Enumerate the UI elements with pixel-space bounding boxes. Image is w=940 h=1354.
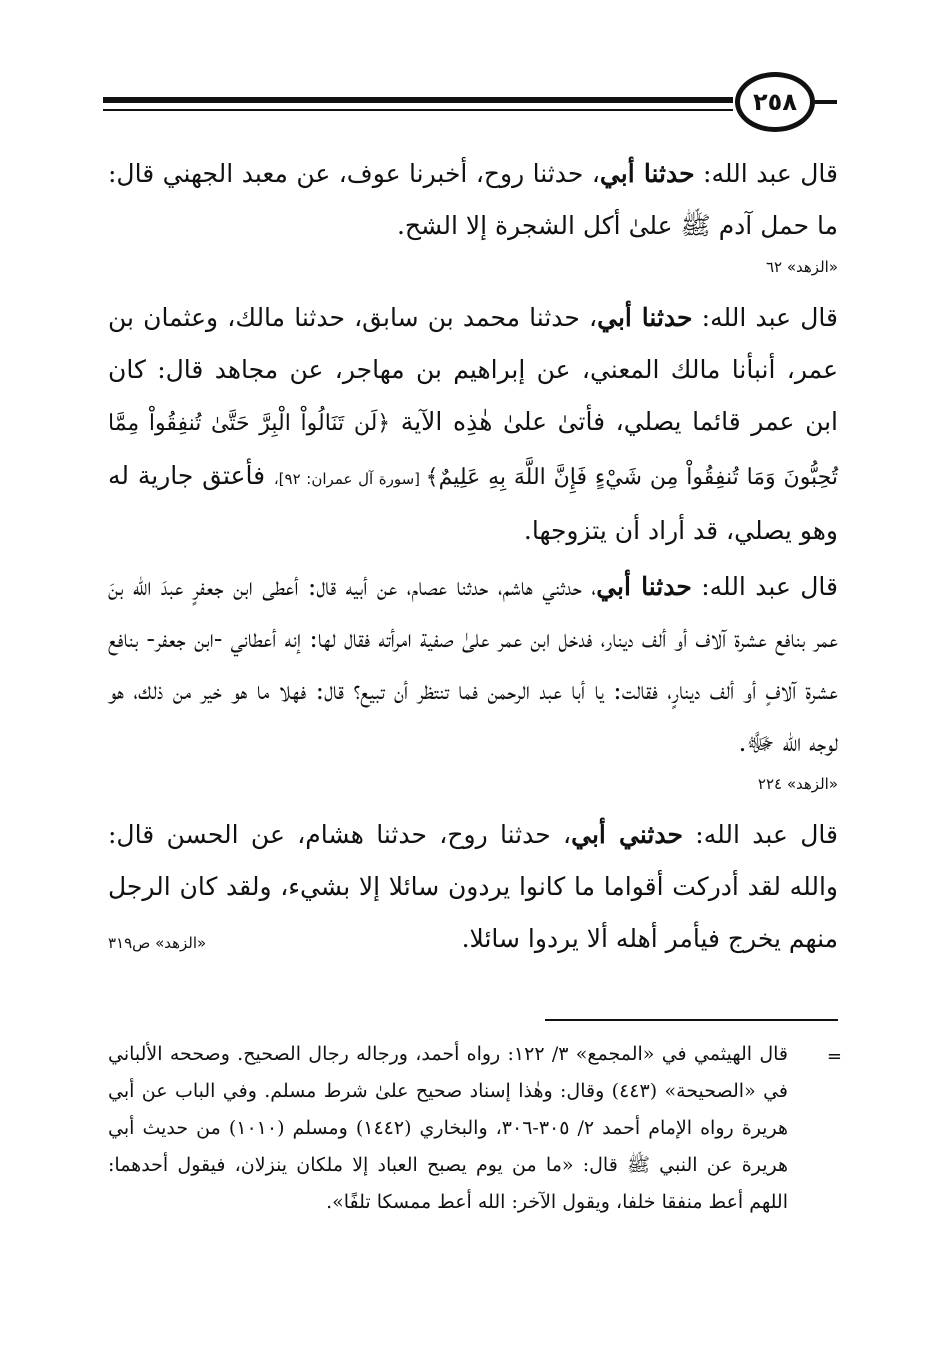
entry-paragraph xyxy=(108,148,838,252)
entry-text: ، حدثني هاشم، حدثنا عصام، عن أبيه قال: أعطى ابن جعفرٍ عبدَ الله بنَ عمر بنافع عشرة آلاف أو ألف دينار، فدخل ابن عمر علىٰ صفية امرأته فقال لها: إنه أعطاني -ابن جعفر- بنافع عشرة آلافٍ أو ألف دينارٍ، فقالت: يا أبا عبد الرحمن فما تنتظر أن تبيع؟ قال: فهلا ما هو خير من ذلك، هو لوجه الله ﷻ. xyxy=(108,572,838,757)
footnote-text: قال الهيثمي في «المجمع» ٣/ ١٢٢: رواه أحمد، ورجاله رجال الصحيح. وصححه الألباني في «الصحيحة» (٤٤٣) وقال: وهٰذا إسناد صحيح علىٰ شرط مسلم. وفي الباب عن أبي هريرة رواه الإمام أحمد ٢/ ٣٠٥-٣٠٦، والبخاري (١٤٤٢) ومسلم (١٠١٠) من حديث أبي هريرة عن النبي ﷺ قال: «ما من يوم يصبح العباد إلا ملكان ينزلان، فيقول أحدهما: اللهم أعط منفقا خلفا، ويقول الآخر: الله أعط ممسكا تلفًا». xyxy=(108,1043,788,1213)
entry-text-after: فأعتق جارية له وهو يصلي، قد أراد أن يتزوجها. xyxy=(108,461,838,545)
entry-intro: قال عبد الله: xyxy=(692,303,838,332)
entry-paragraph xyxy=(108,561,838,769)
page-number-badge xyxy=(735,72,815,132)
entry-intro: قال عبد الله: xyxy=(691,572,838,601)
entry-intro: قال عبد الله: xyxy=(682,820,838,849)
page-header xyxy=(0,0,940,150)
footnote xyxy=(108,1036,842,1221)
entry-chain-start: حدثنا أبي xyxy=(596,572,692,601)
sura-reference: [سورة آل عمران: ٩٢]، xyxy=(273,470,426,488)
source-citation: «الزهد» ص٣١٩ xyxy=(108,934,207,952)
entry-chain-start: حدثنا أبي xyxy=(597,303,693,332)
footnote-separator xyxy=(545,1019,838,1021)
entry-paragraph xyxy=(108,809,838,965)
entry-chain-start: حدثني أبي xyxy=(571,820,683,849)
source-citation: «الزهد» ٦٢ xyxy=(765,258,838,276)
footnote-marker: = xyxy=(826,1046,842,1067)
source-citation: «الزهد» ٢٢٤ xyxy=(757,775,838,793)
quran-verse: ﴿لَن تَنَالُواْ الْبِرَّ حَتَّىٰ تُنفِقُواْ مِمَّا تُحِبُّونَ وَمَا تُنفِقُواْ مِن شَيْءٍ فَإِنَّ اللَّهَ بِهِ عَلِيمٌ﴾ xyxy=(108,411,839,490)
header-rule-stub xyxy=(815,100,837,104)
footnotes xyxy=(108,1036,842,1221)
page-number: ٢٥٨ xyxy=(753,88,797,116)
main-content xyxy=(108,148,838,969)
entry-text: ، حدثنا روح، أخبرنا عوف، عن معبد الجهني قال: ما حمل آدم ﷺ علىٰ أكل الشجرة إلا الشح. xyxy=(108,159,838,240)
header-rule-thin xyxy=(103,109,733,111)
entry-chain-start: حدثنا أبي xyxy=(599,159,695,188)
entry-text: ، حدثنا محمد بن سابق، حدثنا مالك، وعثمان بن عمر، أنبأنا مالك المعني، عن إبراهيم بن مهاجر، عن مجاهد قال: كان ابن عمر قائما يصلي، فأتىٰ علىٰ هٰذِه الآية xyxy=(108,303,839,436)
entry-intro: قال عبد الله: xyxy=(694,159,838,188)
entry-text: ، حدثنا روح، حدثنا هشام، عن الحسن قال: والله لقد أدركت أقواما ما كانوا يردون سائلا إلا بشيء، ولقد كان الرجل منهم يخرج فيأمر أهله ألا يردوا سائلا. xyxy=(108,820,838,953)
header-rule xyxy=(103,97,733,103)
entry-paragraph xyxy=(108,292,838,557)
